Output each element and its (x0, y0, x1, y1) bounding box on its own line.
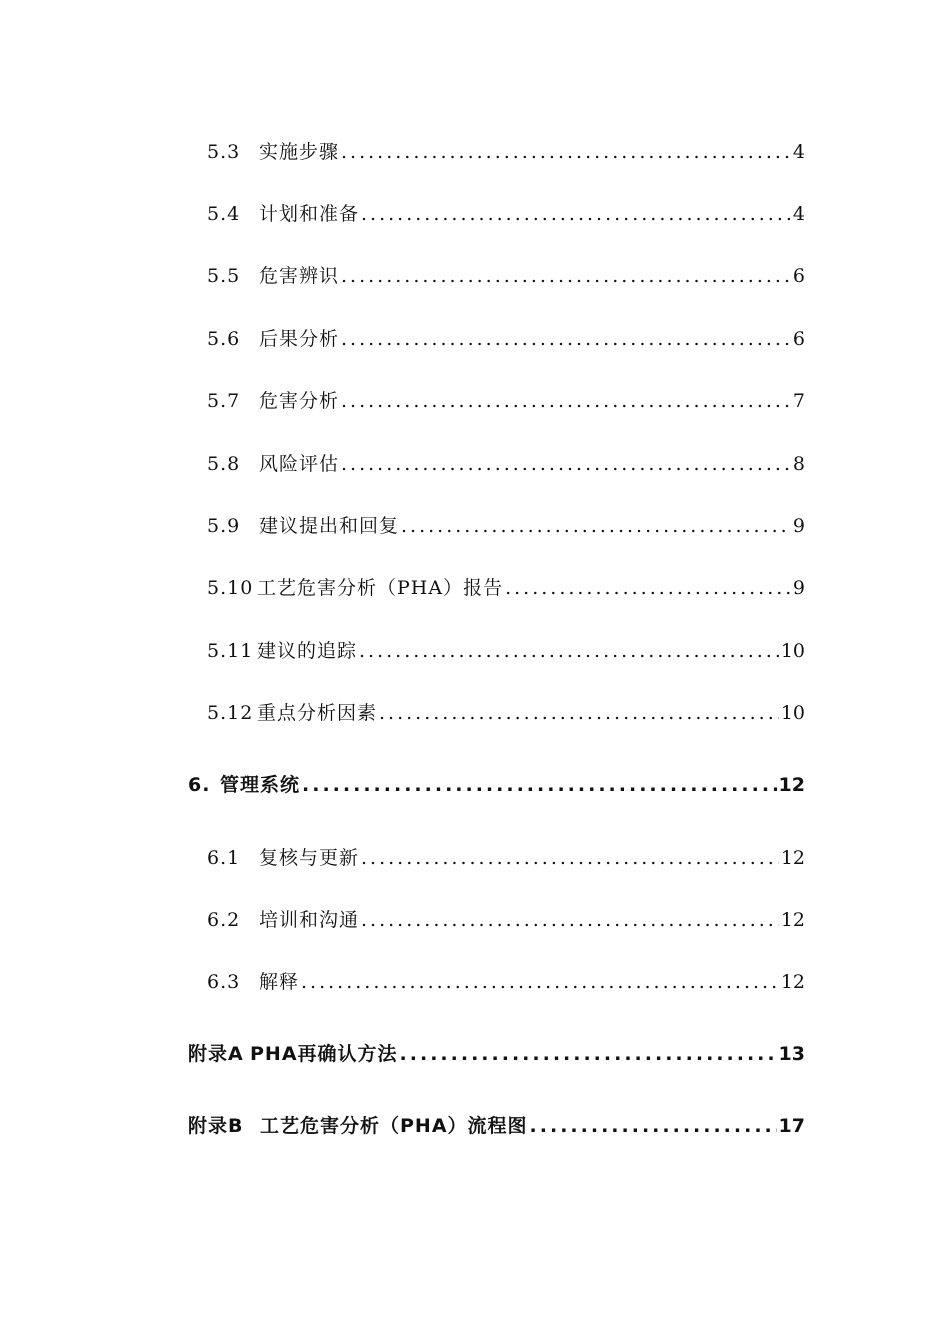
toc-page-number: 17 (778, 1115, 805, 1137)
toc-title: 建议提出和回复 (259, 515, 400, 537)
toc-title: 重点分析因素 (257, 702, 378, 724)
toc-entry-6-2[interactable] (207, 908, 805, 932)
toc-number: 5.8 (207, 453, 241, 475)
toc-number: 5.11 (207, 640, 254, 662)
toc-entry-5-3[interactable] (207, 140, 805, 164)
toc-number: 5.9 (207, 515, 241, 537)
toc-entry-5-8[interactable] (207, 452, 805, 476)
toc-dot-leader (400, 1042, 777, 1066)
toc-entry-5-7[interactable] (207, 389, 805, 413)
toc-dot-leader (505, 576, 791, 600)
toc-number: 6.1 (207, 847, 241, 869)
toc-dot-leader (301, 970, 779, 994)
toc-dot-leader (341, 264, 791, 288)
toc-entry-5-5[interactable] (207, 264, 805, 288)
toc-page-number: 6 (792, 328, 805, 350)
toc-dot-leader (359, 639, 779, 663)
toc-page-number: 4 (792, 141, 805, 163)
toc-number: 5.7 (207, 390, 241, 412)
toc-number: 5.6 (207, 328, 241, 350)
toc-number: 6.3 (207, 971, 241, 993)
toc-title: 培训和沟通 (259, 909, 360, 931)
toc-page-number: 13 (778, 1043, 805, 1065)
toc-page-number: 9 (792, 577, 805, 599)
toc-entry-6-1[interactable] (207, 846, 805, 870)
toc-page-number: 12 (780, 909, 805, 931)
toc-title: PHA再确认方法 (250, 1043, 398, 1065)
toc-page-number: 7 (792, 390, 805, 412)
toc-title: 危害辨识 (259, 265, 340, 287)
toc-number: 附录B (188, 1115, 244, 1137)
toc-page-number: 10 (780, 702, 805, 724)
toc-page-number: 12 (778, 774, 805, 796)
toc-entry-appendix-a[interactable] (188, 1042, 805, 1066)
toc-number: 附录A (188, 1043, 244, 1065)
toc-title: 工艺危害分析（PHA）报告 (257, 577, 504, 599)
toc-dot-leader (379, 701, 779, 725)
toc-number: 5.5 (207, 265, 241, 287)
toc-page-number: 12 (780, 847, 805, 869)
toc-number: 6. (188, 774, 211, 796)
toc-title: 解释 (259, 971, 300, 993)
toc-title: 建议的追踪 (257, 640, 358, 662)
toc-page-number: 10 (780, 640, 805, 662)
toc-title: 复核与更新 (259, 847, 360, 869)
toc-title: 管理系统 (220, 774, 301, 796)
toc-dot-leader (361, 908, 779, 932)
toc-entry-6[interactable] (188, 773, 805, 797)
toc-entry-appendix-b[interactable] (188, 1114, 805, 1138)
toc-dot-leader (401, 514, 791, 538)
toc-number: 5.10 (207, 577, 254, 599)
toc-entry-5-9[interactable] (207, 514, 805, 538)
toc-dot-leader (341, 140, 791, 164)
toc-entry-6-3[interactable] (207, 970, 805, 994)
toc-page-number: 4 (792, 203, 805, 225)
toc-dot-leader (341, 327, 791, 351)
toc-number: 5.4 (207, 203, 241, 225)
toc-dot-leader (302, 773, 777, 797)
toc-entry-5-6[interactable] (207, 327, 805, 351)
toc-page-number: 9 (792, 515, 805, 537)
toc-title: 工艺危害分析（PHA）流程图 (260, 1115, 528, 1137)
toc-entry-5-10[interactable] (207, 576, 805, 600)
toc-dot-leader (530, 1114, 777, 1138)
toc-entry-5-11[interactable] (207, 639, 805, 663)
toc-dot-leader (341, 389, 791, 413)
toc-dot-leader (341, 452, 791, 476)
toc-title: 危害分析 (259, 390, 340, 412)
toc-title: 实施步骤 (259, 141, 340, 163)
toc-title: 计划和准备 (259, 203, 360, 225)
toc-entry-5-4[interactable] (207, 202, 805, 226)
toc-number: 5.12 (207, 702, 254, 724)
toc-dot-leader (361, 846, 779, 870)
toc-number: 5.3 (207, 141, 241, 163)
toc-page-number: 8 (792, 453, 805, 475)
toc-page-number: 12 (780, 971, 805, 993)
toc-title: 后果分析 (259, 328, 340, 350)
toc-number: 6.2 (207, 909, 241, 931)
toc-entry-5-12[interactable] (207, 701, 805, 725)
toc-page-number: 6 (792, 265, 805, 287)
toc-title: 风险评估 (259, 453, 340, 475)
toc-dot-leader (361, 202, 791, 226)
